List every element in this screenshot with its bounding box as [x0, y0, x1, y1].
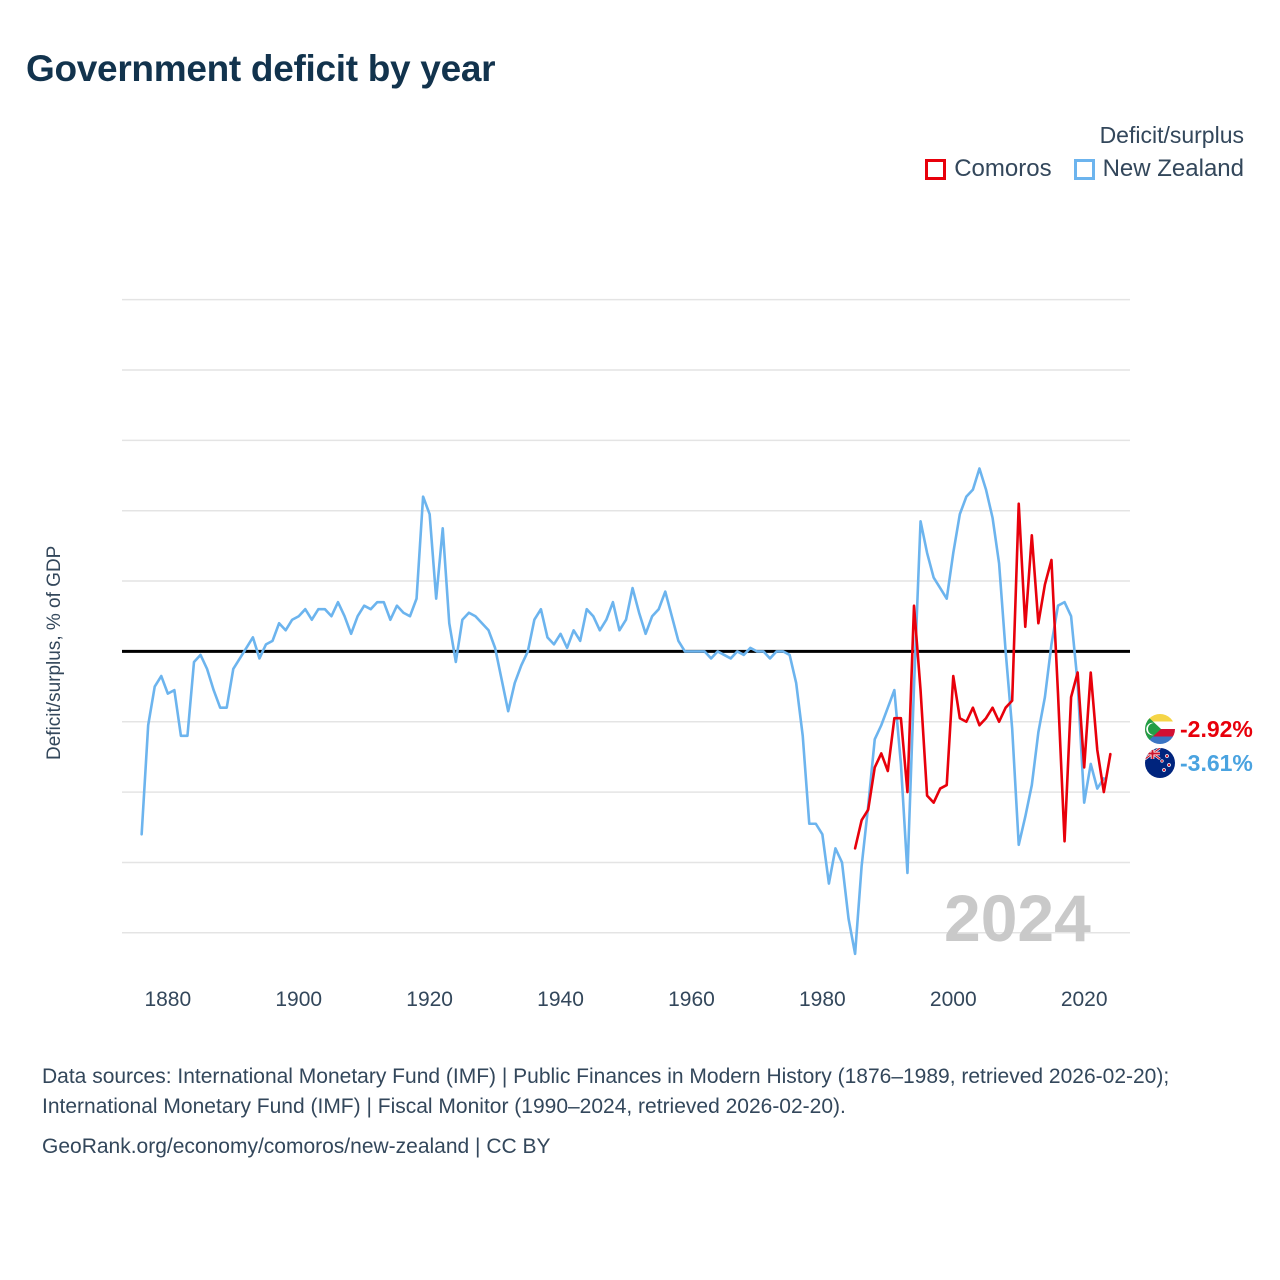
footer	[42, 1062, 1242, 1162]
y-axis-title: Deficit/surplus, % of GDP	[44, 545, 65, 760]
new-zealand-end-label: -3.61%	[1180, 750, 1253, 776]
x-axis-tick-label: 1920	[406, 988, 453, 1011]
data-sources-text: Data sources: International Monetary Fund (IMF) | Public Finances in Modern History (1876–1989, retrieved 2026-02-20); International Monetary Fund (IMF) | Fiscal Monitor (1990–2024, retrieved 2026-02-20).	[42, 1065, 1170, 1118]
x-axis-tick-label: 1900	[275, 988, 323, 1011]
legend-title: Deficit/surplus	[1099, 122, 1244, 148]
x-axis-tick-label: 2020	[1060, 988, 1108, 1011]
x-axis-tick-label: 1880	[144, 988, 192, 1011]
comoros-end-label: -2.92%	[1180, 716, 1253, 742]
series-line-comoros	[855, 504, 1110, 849]
x-axis-tick-label: 2000	[929, 988, 977, 1011]
comoros-flag-icon	[1145, 714, 1175, 744]
legend-label-new-zealand: New Zealand	[1102, 155, 1244, 182]
x-axis-tick-label: 1960	[668, 988, 715, 1011]
legend-label-comoros: Comoros	[954, 155, 1052, 182]
page-title: Government deficit by year	[26, 48, 496, 89]
x-axis-tick-label: 1940	[537, 988, 584, 1011]
attribution-text: GeoRank.org/economy/comoros/new-zealand | CC BY	[42, 1135, 551, 1158]
year-watermark: 2024	[944, 881, 1091, 955]
x-axis-tick-label: 1980	[799, 988, 846, 1011]
new-zealand-flag-icon	[1145, 748, 1175, 778]
